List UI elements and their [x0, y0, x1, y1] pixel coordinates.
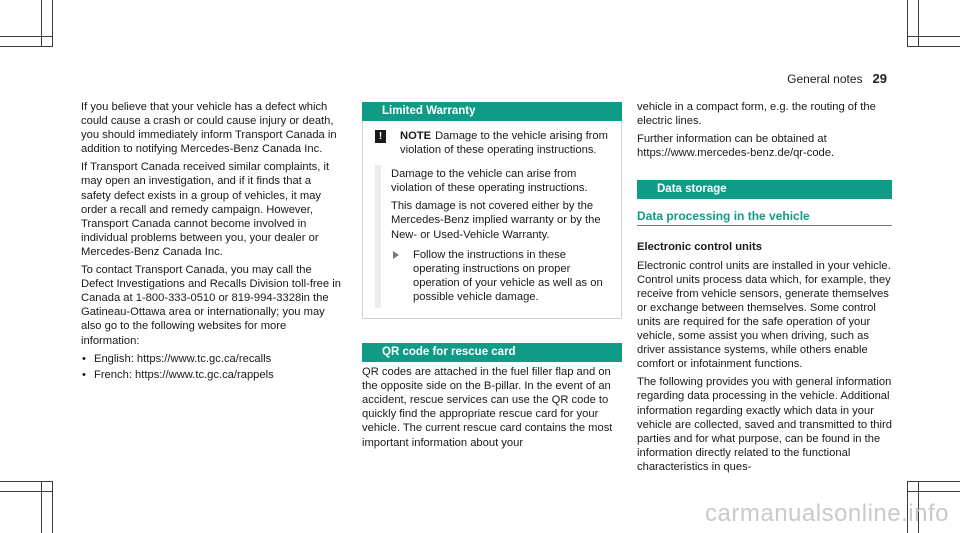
crop-mark-br-h [907, 481, 960, 482]
crop-mark-tr-v [907, 0, 908, 47]
crop-mark-tr-h2 [907, 46, 960, 47]
data-storage-heading: Data storage [637, 180, 892, 199]
watermark-text: carmanualsonline.info [705, 500, 949, 527]
data-processing-heading: Data processing in the vehicle [637, 209, 892, 226]
crop-mark-bl-v [41, 481, 42, 533]
crop-mark-tr-h [907, 36, 960, 37]
section-title: General notes [787, 72, 863, 86]
note-text [400, 129, 611, 157]
warranty-coverage-text: This damage is not covered either by the Mercedes-Benz implied warranty or by the New- or Used-Vehicle Warranty. [391, 200, 601, 241]
website-list [81, 352, 343, 382]
crop-mark-tr-v2 [918, 0, 919, 47]
note-label: NOTE [400, 130, 432, 142]
limited-warranty-heading: Limited Warranty [362, 102, 622, 121]
qr-section [362, 343, 622, 450]
instruction-text: Follow the instructions in these operating instructions on proper operation of your vehicle as well as on possible vehicle damage. [413, 248, 603, 303]
page-number: 29 [872, 71, 887, 86]
paragraph-investigation: If Transport Canada received similar complaints, it may open an investigation, and if it finds that a safety defect exists in a group of vehicles, it may order a recall and remedy campaign. However, Transport Canada cannot become involved in individual problems between you, your dealer or Mercedes-Benz Canada Inc. [81, 161, 330, 258]
instruction-row [391, 248, 611, 304]
paragraph-defect: If you believe that your vehicle has a defect which could cause a crash or could cause injury or death, you should immediately inform Transport Canada in addition to notifying Mercedes-Benz Canada Inc. [81, 101, 337, 156]
note-row [373, 129, 611, 157]
crop-mark-br-h2 [907, 491, 960, 492]
note-description: Damage to the vehicle arising from violation of these operating instructions. [400, 130, 608, 157]
crop-mark-tl-v2 [52, 0, 53, 47]
warranty-notice-box [362, 121, 622, 319]
further-information-text: Further information can be obtained at https://www.mercedes-benz.de/qr-code. [637, 133, 835, 160]
electronic-control-units-heading: Electronic control units [637, 241, 762, 254]
crop-mark-bl-h2 [0, 491, 52, 492]
qr-code-heading: QR code for rescue card [362, 343, 622, 362]
rescue-card-continuation: vehicle in a compact form, e.g. the routing of the electric lines. [637, 101, 876, 128]
column-right [637, 100, 892, 478]
paragraph-contact: To contact Transport Canada, you may call the Defect Investigations and Recalls Division toll-free in Canada at 1-800-333-0510 or 819-994-3328in the Gatineau-Ottawa area or internationally; you may also go to the following websites for more information: [81, 264, 341, 347]
crop-mark-tl-h2 [0, 46, 52, 47]
exclamation-icon: ! [375, 130, 386, 143]
electronic-control-units-text: Electronic control units are installed in your vehicle. Control units process data which, for example, they receive from vehicle sensors, generate themselves or exchange between themselves. Some control units are required for the safe operation of your vehicle, some assist you when driving, such as driver assistance systems, while others enable comfort or infotainment functions. [637, 259, 891, 371]
crop-mark-bl-h [0, 481, 52, 482]
crop-mark-tl-v [41, 0, 42, 47]
list-item-french: • French: https://www.tc.gc.ca/rappels [81, 368, 343, 382]
column-left [81, 100, 343, 384]
note-body [375, 165, 611, 308]
warranty-damage-text: Damage to the vehicle can arise from violation of these operating instructions. [391, 168, 588, 195]
running-head [787, 71, 887, 86]
crop-mark-bl-v2 [52, 481, 53, 533]
list-item-english: • English: https://www.tc.gc.ca/recalls [81, 352, 343, 366]
column-middle [362, 102, 622, 454]
crop-mark-tl-h [0, 36, 52, 37]
arrow-right-icon [393, 251, 399, 259]
following-information-text: The following provides you with general information regarding data processing in the vehicle. Additional information regarding exactly which data in your vehicle are collected, saved and transmitted to third parties and for what purpose, can be found in the information directly related to the functional characteristics in ques- [637, 376, 892, 473]
qr-code-text: QR codes are attached in the fuel filler flap and on the opposite side on the B-pillar. In the event of an accident, rescue services can use the QR code to quickly find the appropriate rescue card for your vehicle. The current rescue card contains the most important information about your [362, 366, 613, 449]
